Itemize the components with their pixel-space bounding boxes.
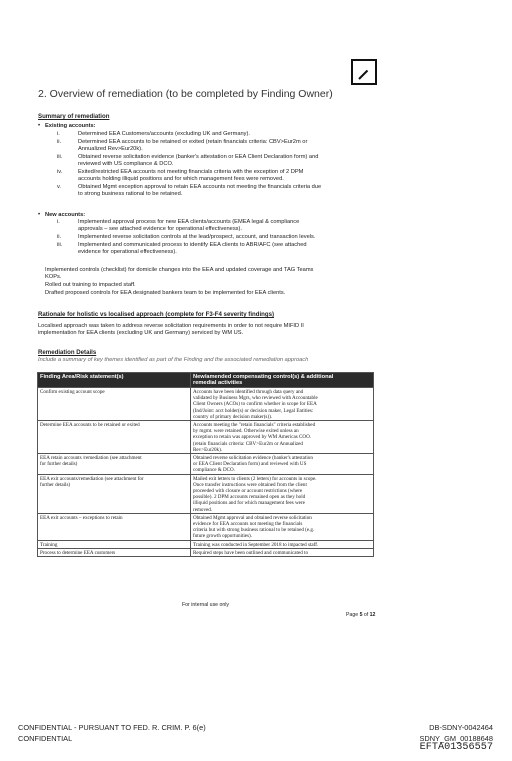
cell-area-line: for further details) (40, 461, 78, 468)
cell-control (191, 514, 374, 541)
cell-control-line: Rev>Eur20k). (193, 446, 223, 453)
table-header-row (38, 373, 374, 388)
list-item-line: Implemented reverse solicitation controls at the lead/prospect, account, and transaction levels. (78, 234, 316, 240)
summary-title: Summary of remediation (38, 113, 110, 120)
cell-control-line: Training was conducted in September 2018 to impacted staff. (193, 541, 319, 548)
bullet-line: Rolled out training to impacted staff. (45, 282, 136, 288)
cell-control-line: future growth opportunities). (193, 533, 252, 540)
cell-control-line: (retain financials criteria: CBV>Eur2m or Annualized (193, 440, 303, 447)
cell-area (38, 388, 191, 421)
list-numeral: ii. (57, 234, 62, 240)
cell-area-line: Training (40, 541, 58, 548)
cell-control-line: illiquid positions and for which management fees were (193, 500, 305, 507)
deutsche-bank-logo (351, 59, 377, 85)
cell-control-line: Once transfer instructions were obtained from the client (193, 481, 307, 488)
cell-control (191, 549, 374, 557)
remediation-table (37, 372, 374, 557)
confidential-label: CONFIDENTIAL (18, 734, 73, 743)
list-item-line: Exited/restricted EEA accounts not meeting financials criteria with the exception of 2 DPM (78, 169, 304, 175)
table-row (38, 388, 374, 421)
bates-number-sdny: SDNY_GM_00188648 (419, 734, 493, 743)
bullet-line: Drafted proposed controls for EEA designated bankers team to be implemented for EEA clients. (45, 290, 286, 296)
confidential-grand-jury-label: CONFIDENTIAL - PURSUANT TO FED. R. CRIM. P. 6(e) (18, 723, 206, 732)
cell-area-line: Determine EEA accounts to be retained or exited (40, 421, 140, 428)
cell-control-line: compliance & DCO. (193, 467, 236, 474)
col-header-area: Finding Area/Risk statement(s) (38, 373, 191, 388)
rationale-line: Localised approach was taken to address reverse solicitation requirements in order to not require MIFID II (38, 323, 304, 329)
list-numeral: iii. (57, 154, 63, 160)
cell-control-line: Client Owners (ACOs) to confirm whether in scope for EEA (193, 401, 317, 408)
cell-area (38, 541, 191, 549)
cell-area-line: EEA retain accounts /remediation (see attachment (40, 454, 142, 461)
cell-control (191, 454, 374, 475)
bullet-line: Implemented controls (checklist) for domicile changes into the EEA and updated coverage and TAG Teams (45, 267, 314, 273)
list-numeral: i. (57, 219, 60, 225)
cell-area-line: EEA exit accounts/remediation (see attachment for (40, 475, 144, 482)
table-row (38, 541, 374, 549)
remediation-details-title: Remediation Details (38, 349, 97, 356)
list-item-line: evidence for operational effectiveness). (78, 249, 177, 255)
efta-number: EFTA01356557 (419, 742, 493, 753)
table-row (38, 421, 374, 454)
list-item-line: Determined EEA accounts to be retained or exited (retain financials criteria: CBV>Eur2m or (78, 139, 308, 145)
table-row (38, 454, 374, 475)
cell-area-line: Process to determine EEA customers (40, 549, 116, 556)
bates-number-db: DB-SDNY-0042464 (429, 723, 493, 732)
list-item-line: Determined EEA Customers/accounts (excluding UK and Germany). (78, 131, 250, 137)
table-row (38, 549, 374, 557)
new-accounts-label: New accounts: (45, 212, 86, 218)
cell-area (38, 454, 191, 475)
cell-control (191, 475, 374, 514)
cell-control (191, 388, 374, 421)
cell-control-line: Accounts meeting the "retain financials" criteria established (193, 421, 316, 428)
cell-control-line: Obtained Mgmt approval and obtained reverse solicitation (193, 514, 312, 521)
rationale-line: implementation for EEA clients (excluding UK and Germany) serviced by WM US. (38, 330, 244, 336)
cell-control-line: proceeded with closure or account restrictions (where (193, 487, 303, 494)
list-numeral: i. (57, 131, 60, 137)
bullet-icon: • (38, 212, 41, 218)
existing-accounts-label: Existing accounts: (45, 123, 96, 129)
cell-area-line: Confirm existing account scope (40, 388, 105, 395)
cell-control (191, 421, 374, 454)
list-numeral: v. (57, 184, 62, 190)
list-item-line: accounts holding illiquid positions and for which management fees were removed. (78, 176, 284, 182)
remediation-details-subtitle: Include a summary of key themes identified as part of the Finding and the associated remediation approach (38, 357, 309, 363)
cell-area (38, 549, 191, 557)
cell-control-line: Accounts have been identified through data query and (193, 388, 304, 395)
list-item-line: Obtained reverse solicitation evidence (banker's attestation or EEA Client Declaration form) and (78, 154, 319, 160)
cell-control-line: or EEA Client Declaration form) and reviewed with US (193, 461, 307, 468)
cell-control-line: criteria but with strong business rational to be retained (e.g. (193, 527, 315, 534)
table-row (38, 475, 374, 514)
cell-area-line: EEA exit accounts – exceptions to retain (40, 514, 123, 521)
cell-area (38, 514, 191, 541)
section-heading: 2. Overview of remediation (to be completed by Finding Owner) (38, 88, 333, 100)
cell-area-line: further details) (40, 481, 71, 488)
internal-use-label: For internal use only (182, 602, 229, 608)
cell-control-line: removed. (193, 506, 213, 513)
cell-control-line: exception to retain was approved by WM Americas COO. (193, 434, 312, 441)
cell-control (191, 541, 374, 549)
list-item-line: reviewed with US compliance & DCO. (78, 161, 174, 167)
rationale-title: Rationale for holistic vs localised approach (complete for F3-F4 severity findings) (38, 311, 275, 318)
cell-control-line: evidence for EEA accounts not meeting the financials (193, 520, 303, 527)
cell-control-line: Obtained reverse solicitation evidence (banker's attestation (193, 454, 313, 461)
list-item-line: Annualized Rev>Eur20k). (78, 146, 143, 152)
list-numeral: iii. (57, 242, 63, 248)
cell-control-line: country of primary decision maker(s)). (193, 413, 273, 420)
list-item-line: Implemented approval process for new EEA clients/accounts (EMEA legal & compliance (78, 219, 300, 225)
list-item-line: Obtained Mgmt exception approval to retain EEA accounts not meeting the financials criteria due (78, 184, 322, 190)
cell-control-line: by mgmt. were retained. Otherwise exited unless an (193, 428, 299, 435)
cell-area (38, 421, 191, 454)
list-item-line: to strong business rational to be retained. (78, 191, 183, 197)
cell-control-line: (Ind/Joint: acct holder(s) or decision maker, Legal Entities: (193, 407, 314, 414)
cell-control-line: possible). 2 DPM accounts remained open as they hold (193, 494, 306, 501)
cell-area (38, 475, 191, 514)
table-row (38, 514, 374, 541)
cell-control-line: validated by Business Mgrs, who reviewed with Accountable (193, 395, 318, 402)
bullet-icon: • (38, 123, 41, 129)
col-header-control: New/amended compensating control(s) & additional remedial activities (191, 373, 374, 388)
bullet-line: KOPs. (45, 274, 62, 280)
list-numeral: iv. (57, 169, 63, 175)
list-numeral: ii. (57, 139, 62, 145)
list-item-line: Implemented and communicated process to identify EEA clients to ABR/AFC (see attached (78, 242, 307, 248)
page-number: Page 5 of 12 (346, 612, 376, 618)
list-item-line: approvals – see attached evidence for operational effectiveness). (78, 226, 242, 232)
cell-control-line: Required steps have been outlined and communicated to (193, 549, 308, 556)
cell-control-line: Mailed exit letters to clients (2 letters) for accounts in scope. (193, 475, 317, 482)
